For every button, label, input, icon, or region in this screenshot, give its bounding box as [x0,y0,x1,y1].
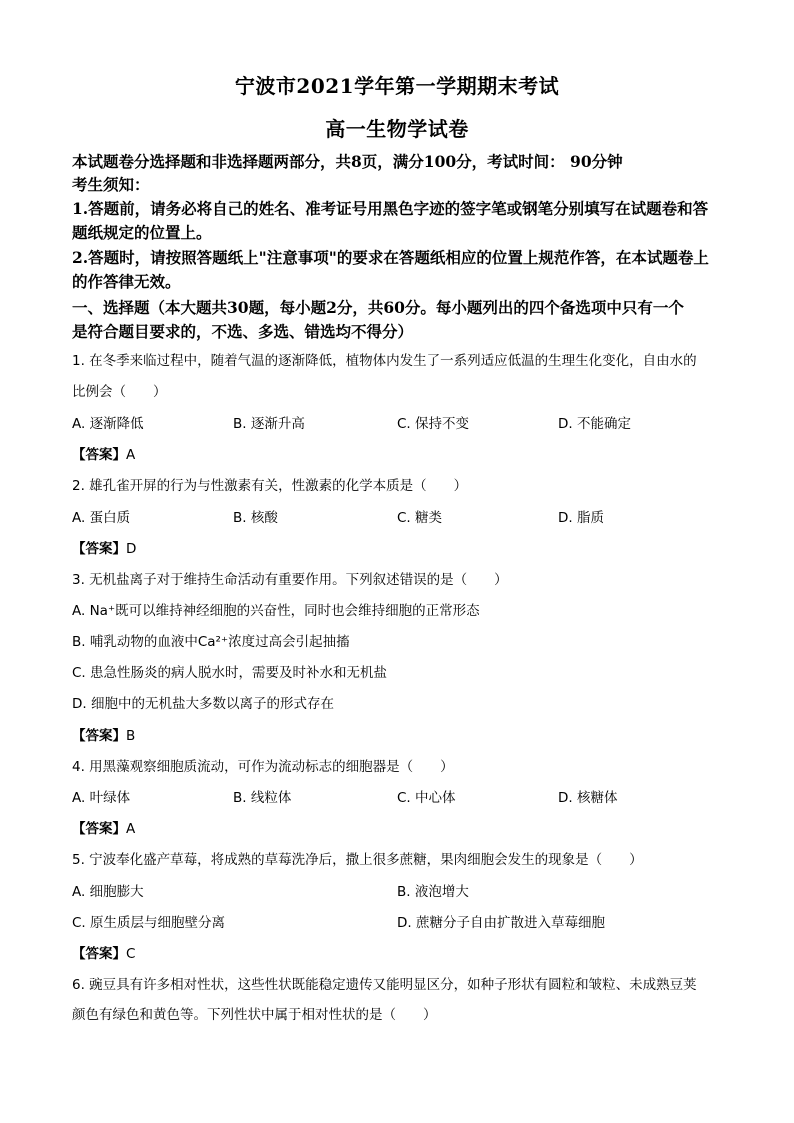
intro-line: 的作答律无效。 [72,272,181,291]
exam-subtitle: 高一生物学试卷 [325,117,469,141]
option-c: C. 糖类 [397,510,443,526]
answer-line [72,537,136,557]
answer-tag: 【答案】 [72,728,126,744]
question-stem: 1. 在冬季来临过程中，随着气温的逐渐降低，植物体内发生了一系列适应低温的生理生化变化，自由水的 [72,353,697,369]
answer-value: C [126,946,136,962]
option-c: C. 原生质层与细胞壁分离 [72,915,226,931]
answer-line [72,443,135,463]
option-a: A. 叶绿体 [72,790,131,806]
option-b: B. 线粒体 [233,790,292,806]
option-b: B. 核酸 [233,510,278,526]
option-a: A. 蛋白质 [72,510,131,526]
answer-tag: 【答案】 [72,946,126,962]
answer-tag: 【答案】 [72,541,126,557]
question-stem: 5. 宁波奉化盛产草莓，将成熟的草莓洗净后，撒上很多蔗糖，果肉细胞会发生的现象是（ ） [72,852,643,868]
question-stem: 颜色有绿色和黄色等。下列性状中属于相对性状的是（ ） [72,1007,437,1023]
question-stem: 2. 雄孔雀开屏的行为与性激素有关，性激素的化学本质是（ ） [72,478,468,494]
exam-title: 宁波市2021学年第一学期期末考试 [234,74,560,98]
section-heading: 是符合题目要求的，不选、多选、错选均不得分） [72,322,414,341]
question-stem: 3. 无机盐离子对于维持生命活动有重要作用。下列叙述错误的是（ ） [72,572,508,588]
intro-line: 考生须知： [72,175,150,194]
intro-line: 1.答题前，请务必将自己的姓名、准考证号用黑色字迹的签字笔或钢笔分别填写在试题卷和答 [72,199,709,218]
section-heading: 一、选择题（本大题共30题，每小题2分，共60分。每小题列出的四个备选项中只有一个 [72,298,684,317]
question-stem: 4. 用黑藻观察细胞质流动，可作为流动标志的细胞器是（ ） [72,759,454,775]
option-a: A. 逐渐降低 [72,416,144,432]
answer-tag: 【答案】 [72,821,126,837]
option-a: A. 细胞膨大 [72,884,144,900]
answer-value: A [126,821,136,837]
answer-line [72,817,135,837]
option-d: D. 脂质 [558,510,604,526]
option-b: B. 逐渐升高 [233,416,305,432]
option-d: D. 不能确定 [558,416,631,432]
question-stem: 比例会（ ） [72,384,167,400]
intro-line: 2.答题时，请按照答题纸上"注意事项"的要求在答题纸相应的位置上规范作答，在本试题卷上 [72,248,709,267]
answer-value: D [126,541,137,557]
question-stem: 6. 豌豆具有许多相对性状，这些性状既能稳定遗传又能明显区分，如种子形状有圆粒和皱粒、未成熟豆荚 [72,977,697,993]
option-b: B. 液泡增大 [397,884,469,900]
answer-value: B [126,728,136,744]
answer-line [72,724,135,744]
intro-line: 本试题卷分选择题和非选择题两部分，共8页，满分100分，考试时间： 90分钟 [72,152,623,171]
intro-line: 题纸规定的位置上。 [72,223,212,242]
option-d: D. 蔗糖分子自由扩散进入草莓细胞 [397,915,605,931]
option-c: C. 中心体 [397,790,456,806]
option-c: C. 保持不变 [397,416,470,432]
option-d: D. 细胞中的无机盐大多数以离子的形式存在 [72,696,334,712]
option-a: A. Na⁺既可以维持神经细胞的兴奋性，同时也会维持细胞的正常形态 [72,603,480,619]
option-b: B. 哺乳动物的血液中Ca²⁺浓度过高会引起抽搐 [72,634,350,650]
answer-line [72,942,135,962]
answer-value: A [126,447,136,463]
option-c: C. 患急性肠炎的病人脱水时，需要及时补水和无机盐 [72,665,388,681]
option-d: D. 核糖体 [558,790,618,806]
answer-tag: 【答案】 [72,447,126,463]
